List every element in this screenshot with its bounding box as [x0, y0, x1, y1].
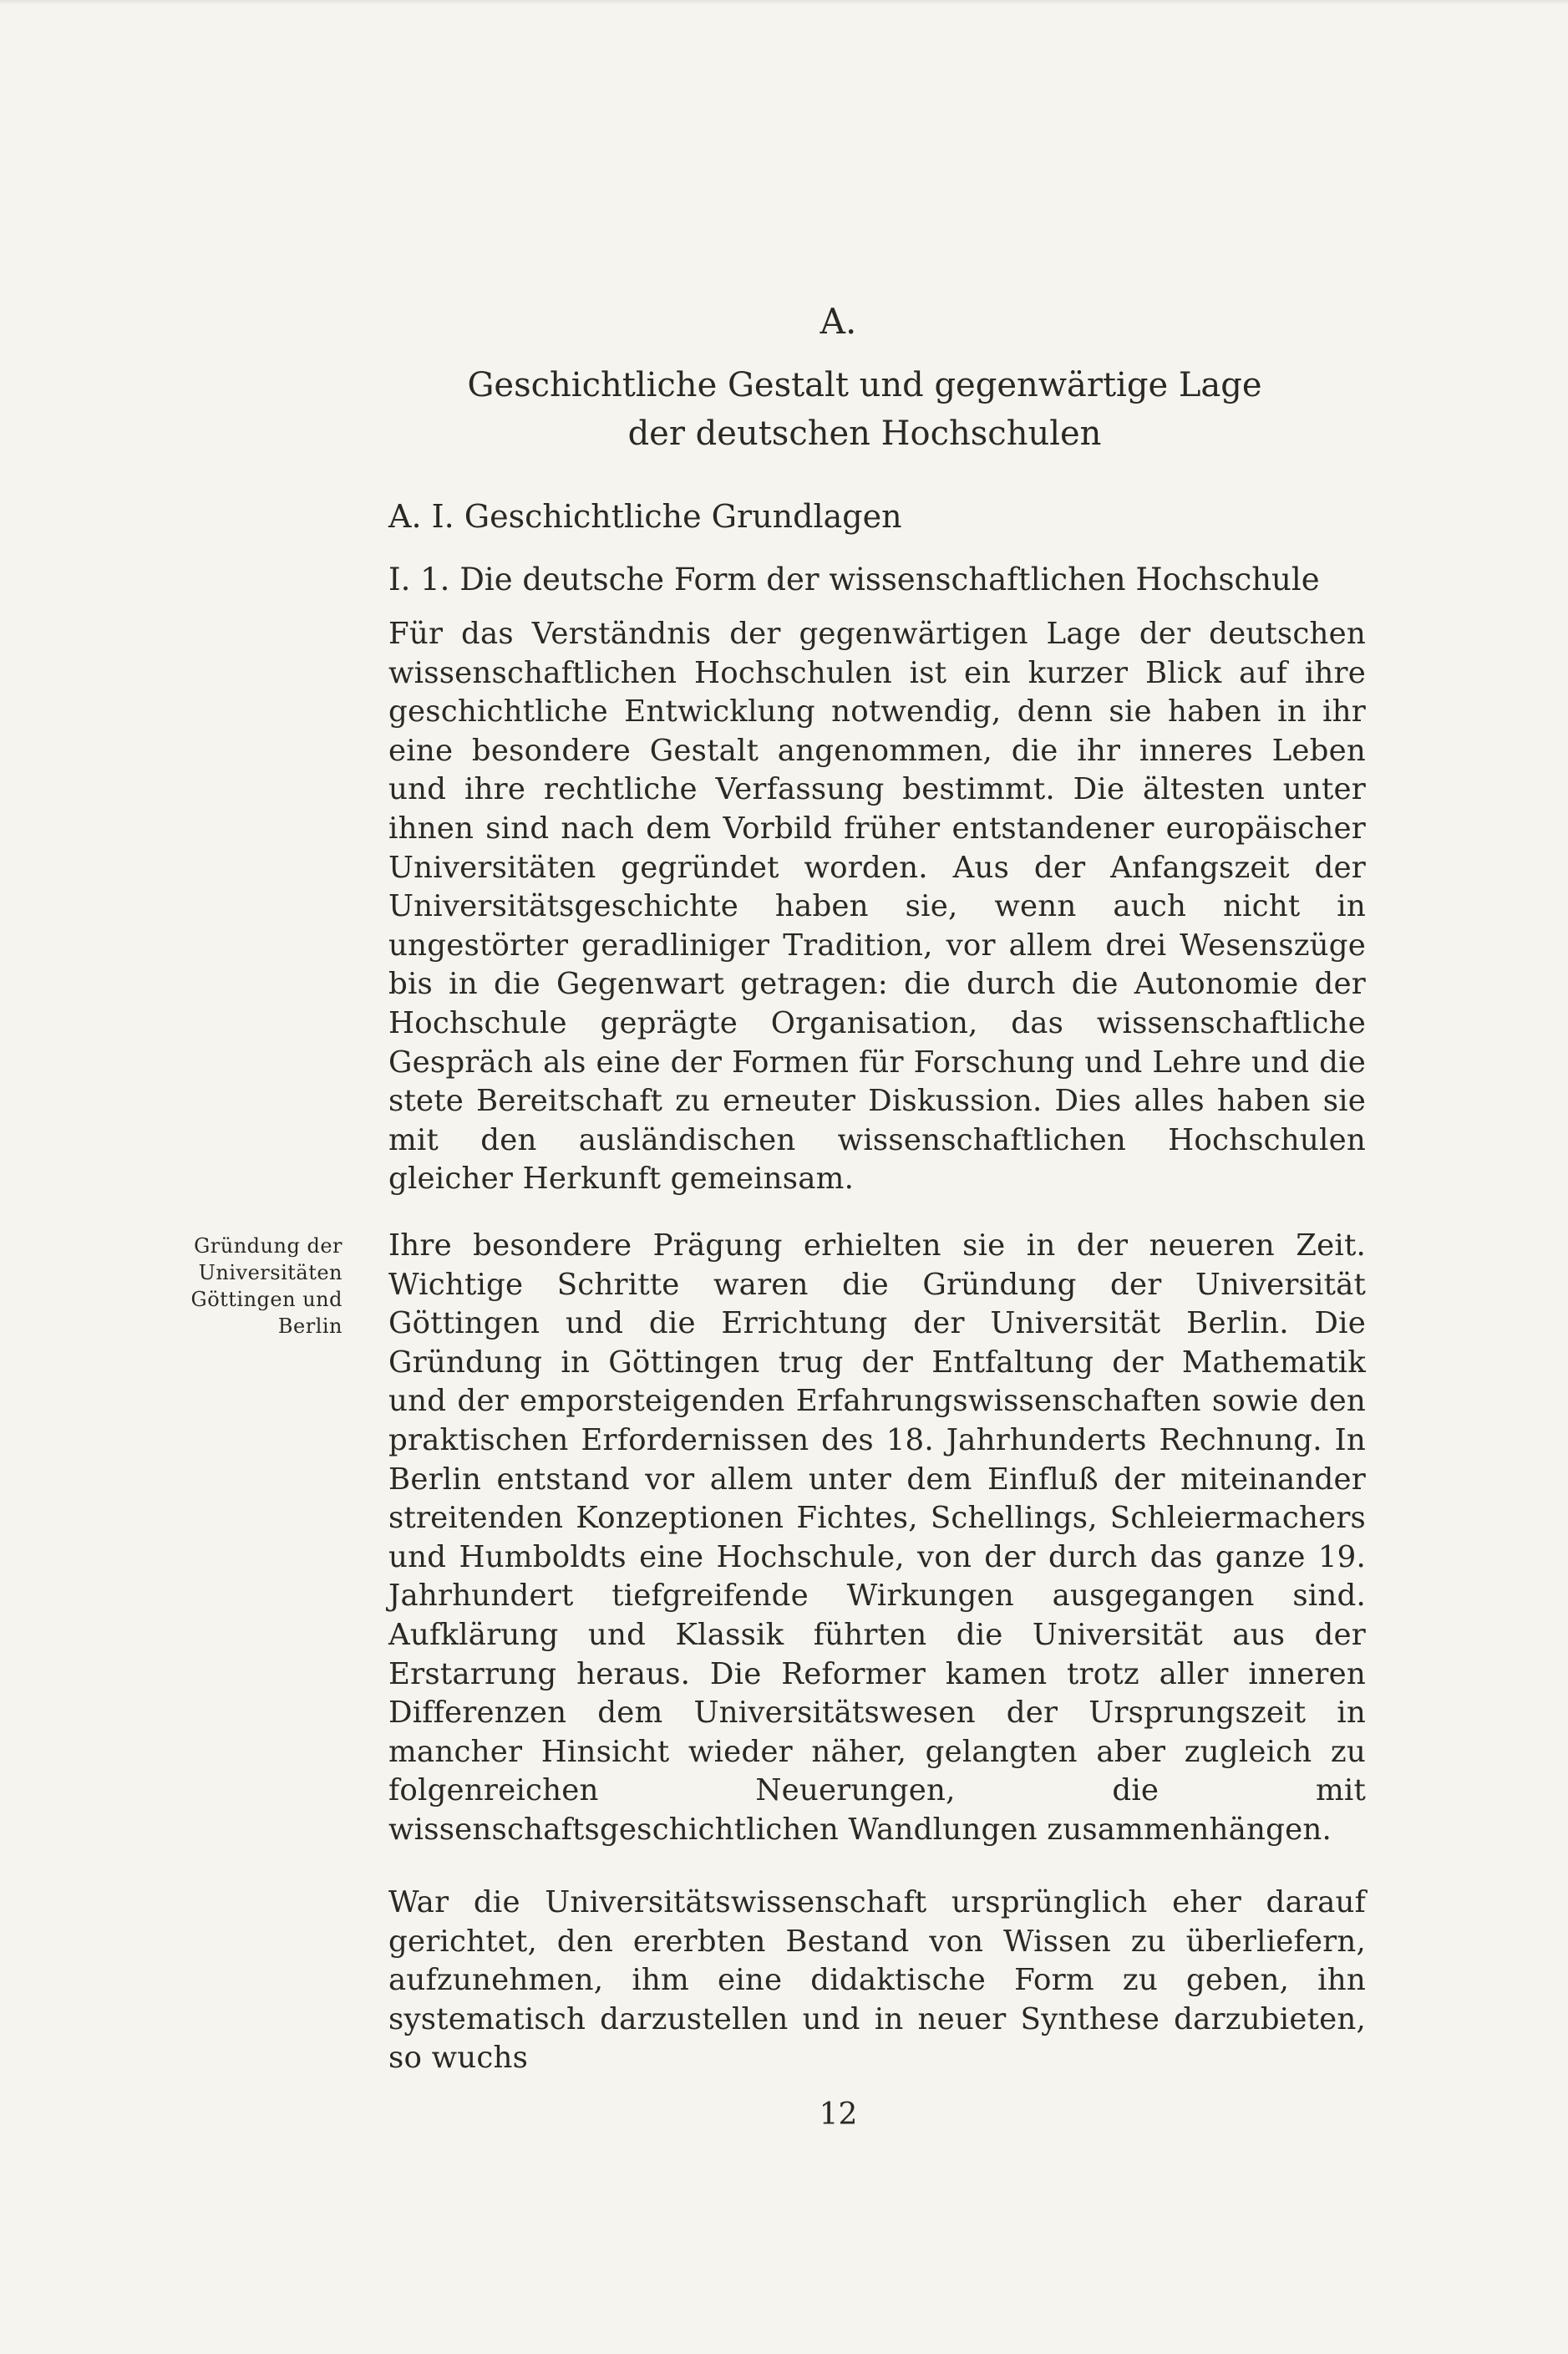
marginal-note-line-1: Gründung der [194, 1234, 343, 1258]
chapter-title-line-1: Geschichtliche Gestalt und gegenwärtige Lage [467, 366, 1262, 404]
subsection-heading: I. 1. Die deutsche Form der wissenschaftlichen Hochschule [388, 562, 1320, 597]
chapter-title [388, 361, 1341, 458]
section-heading: A. I. Geschichtliche Grundlagen [388, 498, 902, 535]
marginal-note-line-3: Göttingen und [190, 1288, 343, 1311]
page-edge [0, 0, 1568, 5]
body-paragraph-3: War die Universitätswissenschaft ursprünglich eher darauf gerichtet, den ererbten Bestand von Wissen zu überliefern, aufzunehmen, ihm eine didaktische Form zu geben, ihn systematisch darzustellen und in neuer Synthese darzubieten, so wuchs [388, 1885, 1366, 2076]
marginal-note-line-2: Universitäten [198, 1261, 343, 1284]
page-number: 12 [819, 2097, 858, 2132]
body-paragraph-1: Für das Verständnis der gegenwärtigen Lage der deutschen wissenschaftlichen Hochschulen ist ein kurzer Blick auf ihre geschichtliche Entwicklung notwendig, denn sie haben in ihr eine besondere Gestalt angenommen, die ihr inneres Leben und ihre rechtliche Verfassung bestimmt. Die ältesten unter ihnen sind nach dem Vorbild früher entstandener europäischer Universitäten gegründet worden. Aus der Anfangszeit der Universitätsgeschichte haben sie, wenn auch nicht in ungestörter geradliniger Tradition, vor allem drei Wesenszüge bis in die Gegenwart getragen: die durch die Autonomie der Hochschule geprägte Organisation, das wissenschaftliche Gespräch als eine der Formen für Forschung und Lehre und die stete Bereitschaft zu erneuter Diskussion. Dies alles haben sie mit den ausländischen wissenschaftlichen Hochschulen gleicher Herkunft gemeinsam. [388, 617, 1366, 1197]
chapter-letter: A. [820, 301, 857, 342]
body-paragraph-2: Ihre besondere Prägung erhielten sie in der neueren Zeit. Wichtige Schritte waren die Gründung der Universität Göttingen und die Errichtung der Universität Berlin. Die Gründung in Göttingen trug der Entfaltung der Mathematik und der emporsteigenden Erfahrungswissenschaften sowie den praktischen Erfordernissen des 18. Jahrhunderts Rechnung. In Berlin entstand vor allem unter dem Einfluß der miteinander streitenden Konzeptionen Fichtes, Schellings, Schleiermachers und Humboldts eine Hochschule, von der durch das ganze 19. Jahrhundert tiefgreifende Wirkungen ausgegangen sind. Aufklärung und Klassik führten die Universität aus der Erstarrung heraus. Die Reformer kamen trotz aller inneren Differenzen dem Universitätswesen der Ursprungszeit in mancher Hinsicht wieder näher, gelangten aber zugleich zu folgenreichen Neuerungen, die mit wissenschaftsgeschichtlichen Wandlungen zusammenhängen. [388, 1228, 1366, 1847]
marginal-note [125, 1233, 343, 1340]
chapter-title-line-2: der deutschen Hochschulen [627, 414, 1102, 453]
marginal-note-line-4: Berlin [277, 1314, 343, 1338]
